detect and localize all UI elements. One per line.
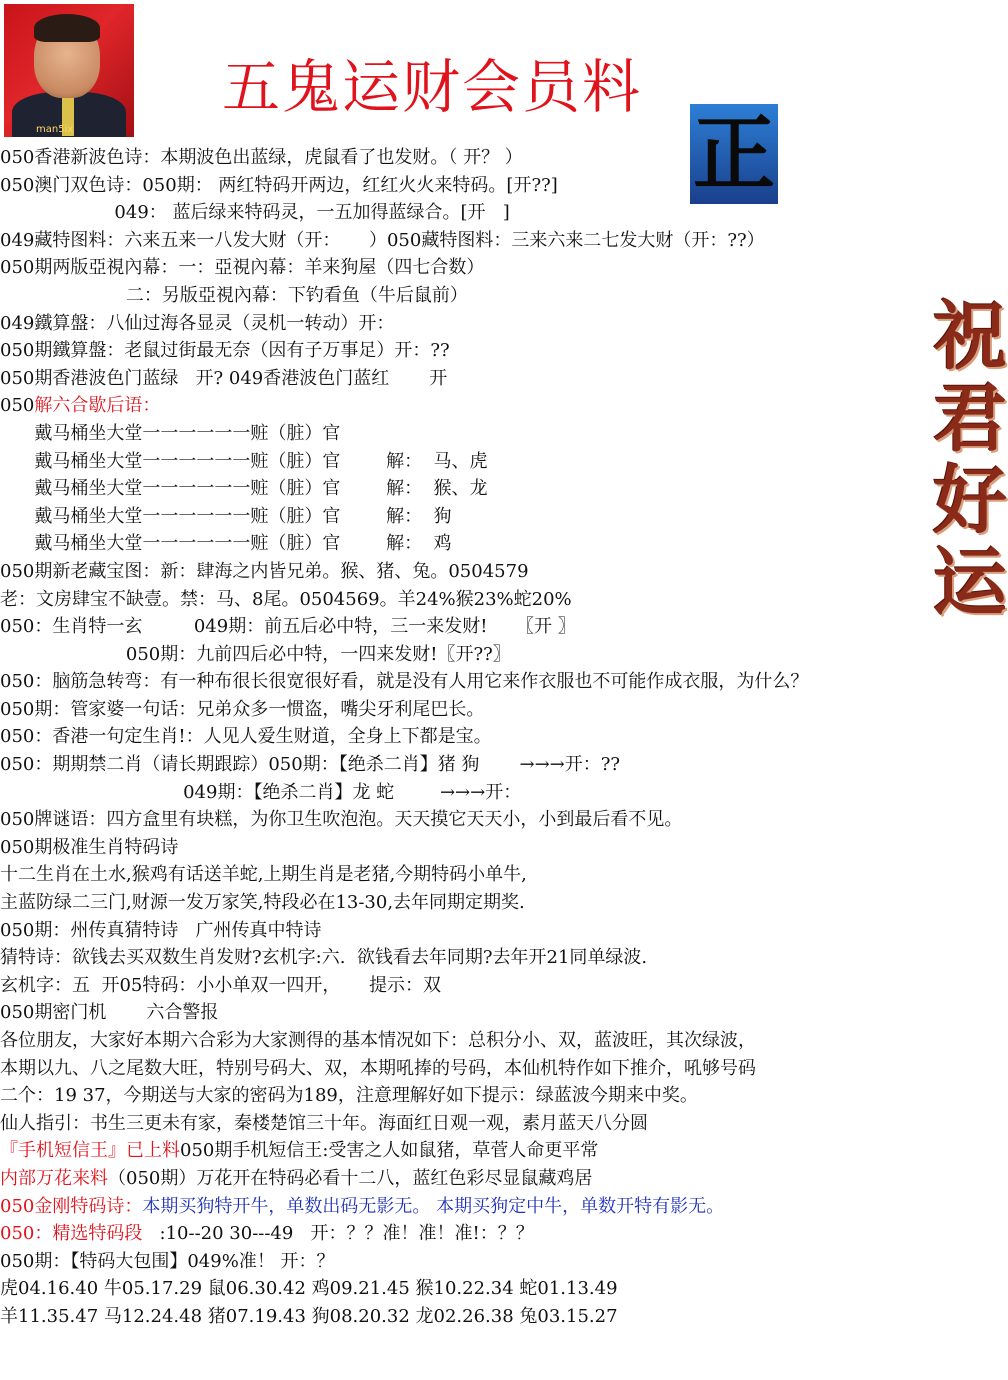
- blessing-char: 君: [933, 376, 1007, 462]
- text-line: [0, 751, 1000, 779]
- text-segment: 十二生肖在土水,猴鸡有话送羊蛇,上期生肖是老猪,今期特码小单牛,: [0, 864, 527, 886]
- text-segment: 049期：【绝杀二肖】龙 蛇 →→→开：: [0, 781, 522, 803]
- text-line: [0, 448, 1000, 476]
- text-segment: 050期极准生肖特码诗: [0, 836, 179, 858]
- text-line: [0, 1027, 1000, 1055]
- text-line: [0, 999, 1000, 1027]
- text-line: [0, 613, 1000, 641]
- text-line: [0, 172, 1000, 200]
- text-line: [0, 779, 1000, 807]
- text-line: [0, 944, 1000, 972]
- text-line: [0, 1275, 1000, 1303]
- text-segment: :10--20 30---49 开：？？准！准！准!：？？: [142, 1223, 534, 1245]
- text-line: [0, 199, 1000, 227]
- photo-watermark: man5ix: [36, 124, 74, 135]
- text-segment: 050期香港波色门蓝绿 开? 049香港波色门蓝红 开: [0, 367, 448, 389]
- text-segment: 猜特诗：欲钱去买双数生肖发财?玄机字:六. 欲钱看去年同期?去年开21同单绿波.: [0, 947, 648, 969]
- text-segment: 羊11.35.47 马12.24.48 猪07.19.43 狗08.20.32 龙02.26.38 兔03.15.27: [0, 1305, 618, 1327]
- text-segment: 050香港新波色诗：本期波色出蓝绿，虎鼠看了也发财。（ 开？ ）: [0, 147, 523, 168]
- text-segment: 050期：【特码大包围】049%准！ 开：？: [0, 1250, 335, 1272]
- text-segment: 本期以九、八之尾数大旺，特别号码大、双，本期吼捧的号码，本仙机特作如下推介，吼够号码: [0, 1057, 756, 1079]
- text-line: [0, 475, 1000, 503]
- text-segment: 049藏特图料：六来五来一八发大财（开： ）050藏特图料：三来六来二七发大财（开：??）: [0, 229, 765, 251]
- text-segment: 戴马桶坐大堂一一一一一一赃（脏）官 解： 狗: [0, 505, 452, 527]
- text-line: [0, 310, 1000, 338]
- text-line: [0, 972, 1000, 1000]
- text-segment: 050：生肖特一玄 049期：前五后必中特，三一来发财! 〖开 〗: [0, 616, 576, 638]
- blessing-char: 运: [933, 540, 1007, 626]
- text-line: [0, 1055, 1000, 1083]
- text-line: [0, 503, 1000, 531]
- text-segment: 玄机字：五 开05特码：小小单双一四开， 提示：双: [0, 974, 441, 996]
- text-line: [0, 392, 1000, 420]
- text-line: [0, 641, 1000, 669]
- text-segment: 本期买狗特开牛，单数出码无影无。 本期买狗定中牛，单数开特有影无。: [142, 1195, 725, 1217]
- text-line: [0, 337, 1000, 365]
- text-segment: 050澳门双色诗：050期： 两红特码开两边，红红火火来特码。[开??]: [0, 174, 558, 196]
- text-segment: 戴马桶坐大堂一一一一一一赃（脏）官 解： 鸡: [0, 533, 452, 555]
- text-segment: 二个：19 37，今期送与大家的密码为189，注意理解好如下提示：绿蓝波今期来中奖。: [0, 1085, 698, 1107]
- content-lines: [0, 144, 1000, 1331]
- text-segment: 050期：州传真猜特诗 广州传真中特诗: [0, 919, 322, 941]
- text-segment: 050期：九前四后必中特，一四来发财!〖开??〗: [0, 643, 511, 665]
- text-line: [0, 1165, 1000, 1193]
- text-line: [0, 917, 1000, 945]
- text-segment: 050期鐵算盤：老鼠过街最无奈（因有子万事足）开：??: [0, 340, 450, 362]
- text-segment: 050：香港一句定生肖!：人见人爱生财道，全身上下都是宝。: [0, 726, 492, 748]
- text-line: [0, 1220, 1000, 1248]
- text-line: [0, 282, 1000, 310]
- text-line: [0, 1082, 1000, 1110]
- text-line: [0, 1110, 1000, 1138]
- text-segment: 050期手机短信王:受害之人如鼠猪，草菅人命更平常: [180, 1140, 599, 1162]
- text-segment: 仙人指引：书生三更未有家，秦楼楚馆三十年。海面红日观一观，素月蓝天八分圆: [0, 1112, 648, 1134]
- blessing-char: 祝: [933, 294, 1007, 380]
- text-segment: 戴马桶坐大堂一一一一一一赃（脏）官 解： 猴、龙: [0, 478, 488, 500]
- text-segment: 049： 蓝后绿来特码灵，一五加得蓝绿合。[开 ]: [0, 202, 510, 224]
- text-segment: 050: [0, 395, 35, 417]
- text-line: [0, 834, 1000, 862]
- zheng-badge: 正: [690, 104, 778, 204]
- text-line: [0, 530, 1000, 558]
- text-line: [0, 254, 1000, 282]
- text-line: [0, 365, 1000, 393]
- text-line: [0, 668, 1000, 696]
- text-segment: 050牌谜语：四方盒里有块糕，为你卫生吹泡泡。天天摸它天天小，小到最后看不见。: [0, 809, 683, 831]
- text-segment: 050金刚特码诗：: [0, 1195, 143, 1217]
- text-segment: 050期新老藏宝图：新：肆海之内皆兄弟。猴、猪、兔。0504579: [0, 560, 529, 582]
- text-line: [0, 1303, 1000, 1331]
- text-segment: （050期）万花开在特码必看十二八，蓝红色彩尽显鼠藏鸡居: [108, 1167, 593, 1189]
- text-segment: 050期两版亞視內幕：一：亞視內幕：羊来狗屋（四七合数）: [0, 257, 485, 279]
- text-line: [0, 586, 1000, 614]
- text-segment: 049鐵算盤：八仙过海各显灵（灵机一转动）开：: [0, 312, 395, 334]
- text-segment: 050期：管家婆一句话：兄弟众多一惯盗，嘴尖牙利尾巴长。: [0, 698, 485, 720]
- text-line: [0, 1137, 1000, 1165]
- text-line: [0, 861, 1000, 889]
- page-title: 五鬼运财会员料: [222, 53, 643, 121]
- text-line: [0, 889, 1000, 917]
- text-line: [0, 420, 1000, 448]
- text-segment: 解六合歇后语：: [34, 395, 161, 417]
- text-line: [0, 558, 1000, 586]
- text-segment: 戴马桶坐大堂一一一一一一赃（脏）官 解： 马、虎: [0, 450, 488, 472]
- portrait-photo: [4, 4, 134, 137]
- text-segment: 050期密门机 六合警报: [0, 1002, 219, 1024]
- text-segment: 『手机短信王』已上料: [0, 1140, 180, 1162]
- text-line: [0, 144, 1000, 172]
- text-segment: 050：脑筋急转弯：有一种布很长很宽很好看，就是没有人用它来作衣服也不可能作成衣服，为什么？: [0, 671, 809, 693]
- text-segment: 戴马桶坐大堂一一一一一一赃（脏）官: [0, 422, 341, 444]
- text-segment: 内部万花来料: [0, 1167, 108, 1189]
- text-segment: 二：另版亞視內幕：下钓看鱼（牛后鼠前）: [0, 284, 468, 306]
- text-segment: 虎04.16.40 牛05.17.29 鼠06.30.42 鸡09.21.45 猴10.22.34 蛇01.13.49: [0, 1278, 618, 1300]
- text-segment: 主蓝防绿二三门,财源一发万家笑,特段必在13-30,去年同期定期奖.: [0, 892, 525, 914]
- text-line: [0, 723, 1000, 751]
- text-segment: 老：文房肆宝不缺壹。禁：马、8尾。0504569。羊24%猴23%蛇20%: [0, 588, 572, 610]
- text-line: [0, 696, 1000, 724]
- text-segment: 各位朋友，大家好本期六合彩为大家测得的基本情况如下：总积分小、双，蓝波旺，其次绿波，: [0, 1030, 756, 1051]
- text-segment: 050：期期禁二肖（请长期跟踪）050期：【绝杀二肖】猪 狗 →→→开：??: [0, 754, 621, 776]
- blessing-char: 好: [933, 458, 1007, 544]
- portrait-hair: [34, 14, 100, 42]
- text-line: [0, 1193, 1000, 1221]
- text-line: [0, 806, 1000, 834]
- text-segment: 050：精选特码段: [0, 1223, 143, 1245]
- text-line: [0, 227, 1000, 255]
- text-line: [0, 1248, 1000, 1276]
